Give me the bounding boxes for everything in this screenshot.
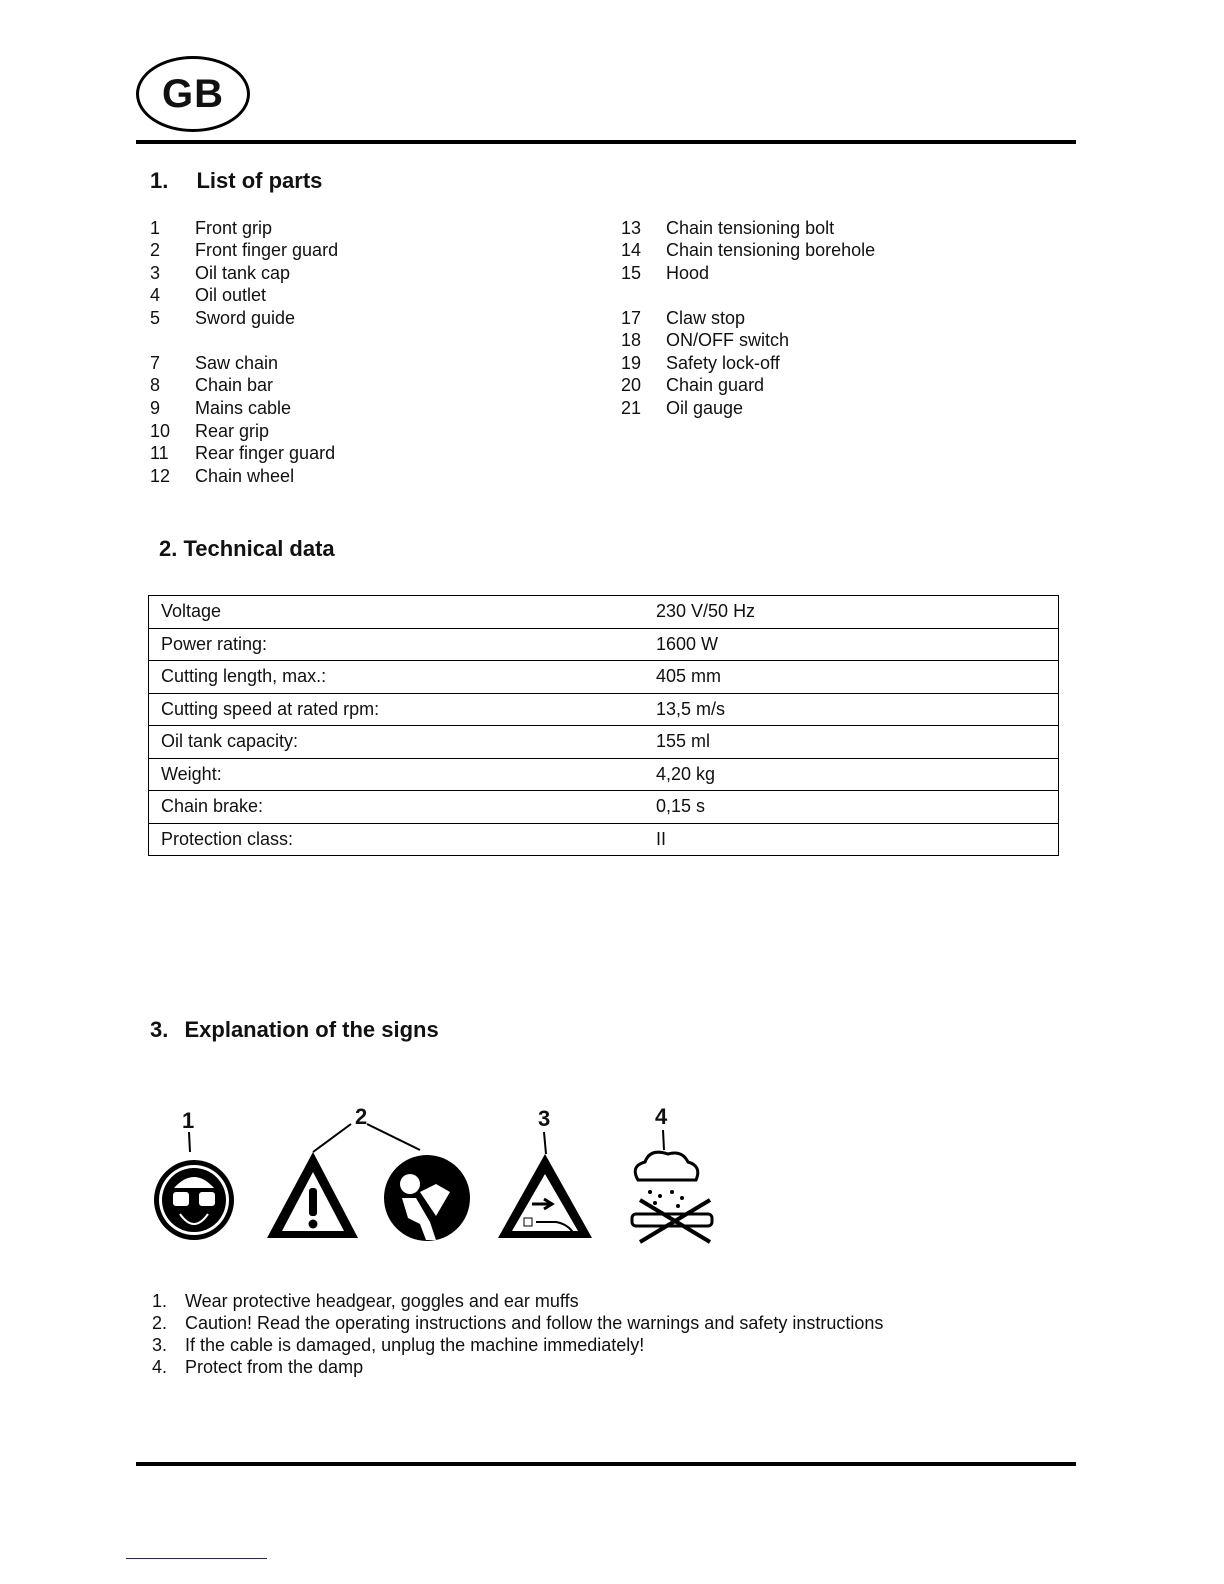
section-title: Explanation of the signs <box>184 1017 439 1042</box>
part-number: 11 <box>150 443 169 463</box>
spec-name: Power rating: <box>149 628 647 661</box>
signs-heading <box>150 1017 439 1043</box>
part-label: Rear grip <box>195 421 270 441</box>
spec-name: Voltage <box>149 596 647 629</box>
spec-value: 405 mm <box>646 661 1059 694</box>
part-number: 3 <box>150 263 161 283</box>
spec-name: Oil tank capacity: <box>149 726 647 759</box>
part-label: Oil gauge <box>666 398 744 418</box>
sign-number-2: 2 <box>355 1104 368 1129</box>
spec-value: 0,15 s <box>646 791 1059 824</box>
part-number: 10 <box>150 421 171 441</box>
footer-link-underline[interactable] <box>126 1558 267 1559</box>
table-row <box>149 628 1059 661</box>
spec-name: Cutting length, max.: <box>149 661 647 694</box>
section-number: 1. <box>150 168 169 193</box>
spec-value: 4,20 kg <box>646 758 1059 791</box>
spec-name: Cutting speed at rated rpm: <box>149 693 647 726</box>
part-number: 8 <box>150 375 161 395</box>
item-label: Wear protective headgear, goggles and ear muffs <box>185 1291 579 1311</box>
part-number: 18 <box>621 330 642 350</box>
section-title: List of parts <box>196 168 323 193</box>
spec-value: 230 V/50 Hz <box>646 596 1059 629</box>
part-label: Chain bar <box>195 375 274 395</box>
part-label: Chain tensioning borehole <box>666 240 876 260</box>
technical-data-table <box>148 595 1059 856</box>
spec-value: II <box>646 823 1059 856</box>
part-number: 20 <box>621 375 642 395</box>
item-label: Caution! Read the operating instructions and follow the warnings and safety instructions <box>185 1313 884 1333</box>
safety-signs <box>140 1100 740 1250</box>
language-code: GB <box>162 71 224 116</box>
part-label: Front finger guard <box>195 240 339 260</box>
leader-lines <box>189 1124 664 1154</box>
part-number: 1 <box>150 218 161 238</box>
part-number: 7 <box>150 353 161 373</box>
protect-from-damp-icon <box>632 1152 712 1242</box>
part-number: 21 <box>621 398 642 418</box>
part-number: 5 <box>150 308 161 328</box>
part-label: ON/OFF switch <box>666 330 790 350</box>
section-list-of-parts-heading <box>150 168 322 194</box>
part-number: 19 <box>621 353 642 373</box>
protective-gear-icon <box>154 1160 234 1240</box>
spec-name: Weight: <box>149 758 647 791</box>
language-badge <box>136 56 250 132</box>
part-label: Rear finger guard <box>195 443 336 463</box>
read-manual-icon <box>384 1155 470 1241</box>
part-number: 4 <box>150 285 161 305</box>
spec-value: 1600 W <box>646 628 1059 661</box>
sign-number-4: 4 <box>655 1104 668 1129</box>
part-label: Chain wheel <box>195 466 295 486</box>
part-number: 9 <box>150 398 161 418</box>
part-number: 14 <box>621 240 642 260</box>
table-row <box>149 791 1059 824</box>
part-label: Oil tank cap <box>195 263 291 283</box>
table-row <box>149 823 1059 856</box>
warning-exclamation-icon <box>267 1152 358 1238</box>
sign-number-3: 3 <box>538 1106 551 1131</box>
header-rule <box>136 140 1076 144</box>
spec-name: Protection class: <box>149 823 647 856</box>
section-number: 3. <box>150 1017 169 1042</box>
table-row <box>149 726 1059 759</box>
part-number: 17 <box>621 308 642 328</box>
sign-number-1: 1 <box>182 1108 195 1133</box>
spec-name: Chain brake: <box>149 791 647 824</box>
table-row <box>149 758 1059 791</box>
item-number: 4. <box>152 1357 168 1377</box>
part-label: Oil outlet <box>195 285 267 305</box>
part-label: Claw stop <box>666 308 746 328</box>
part-label: Saw chain <box>195 353 279 373</box>
item-number: 1. <box>152 1291 168 1311</box>
unplug-cable-warning-icon <box>498 1154 592 1238</box>
part-label: Sword guide <box>195 308 296 328</box>
part-number: 2 <box>150 240 161 260</box>
technical-data-heading: 2. Technical data <box>159 536 335 561</box>
part-label: Mains cable <box>195 398 292 418</box>
item-label: If the cable is damaged, unplug the machine immediately! <box>185 1335 645 1355</box>
part-label: Hood <box>666 263 710 283</box>
footer-rule <box>136 1462 1076 1466</box>
part-label: Safety lock-off <box>666 353 780 373</box>
part-label: Front grip <box>195 218 273 238</box>
part-number: 15 <box>621 263 642 283</box>
part-label: Chain tensioning bolt <box>666 218 835 238</box>
part-label: Chain guard <box>666 375 765 395</box>
table-row <box>149 661 1059 694</box>
spec-value: 13,5 m/s <box>646 693 1059 726</box>
spec-value: 155 ml <box>646 726 1059 759</box>
item-number: 3. <box>152 1335 168 1355</box>
item-number: 2. <box>152 1313 168 1333</box>
part-number: 13 <box>621 218 642 238</box>
item-label: Protect from the damp <box>185 1357 364 1377</box>
part-number: 12 <box>150 466 171 486</box>
table-row <box>149 596 1059 629</box>
table-row <box>149 693 1059 726</box>
